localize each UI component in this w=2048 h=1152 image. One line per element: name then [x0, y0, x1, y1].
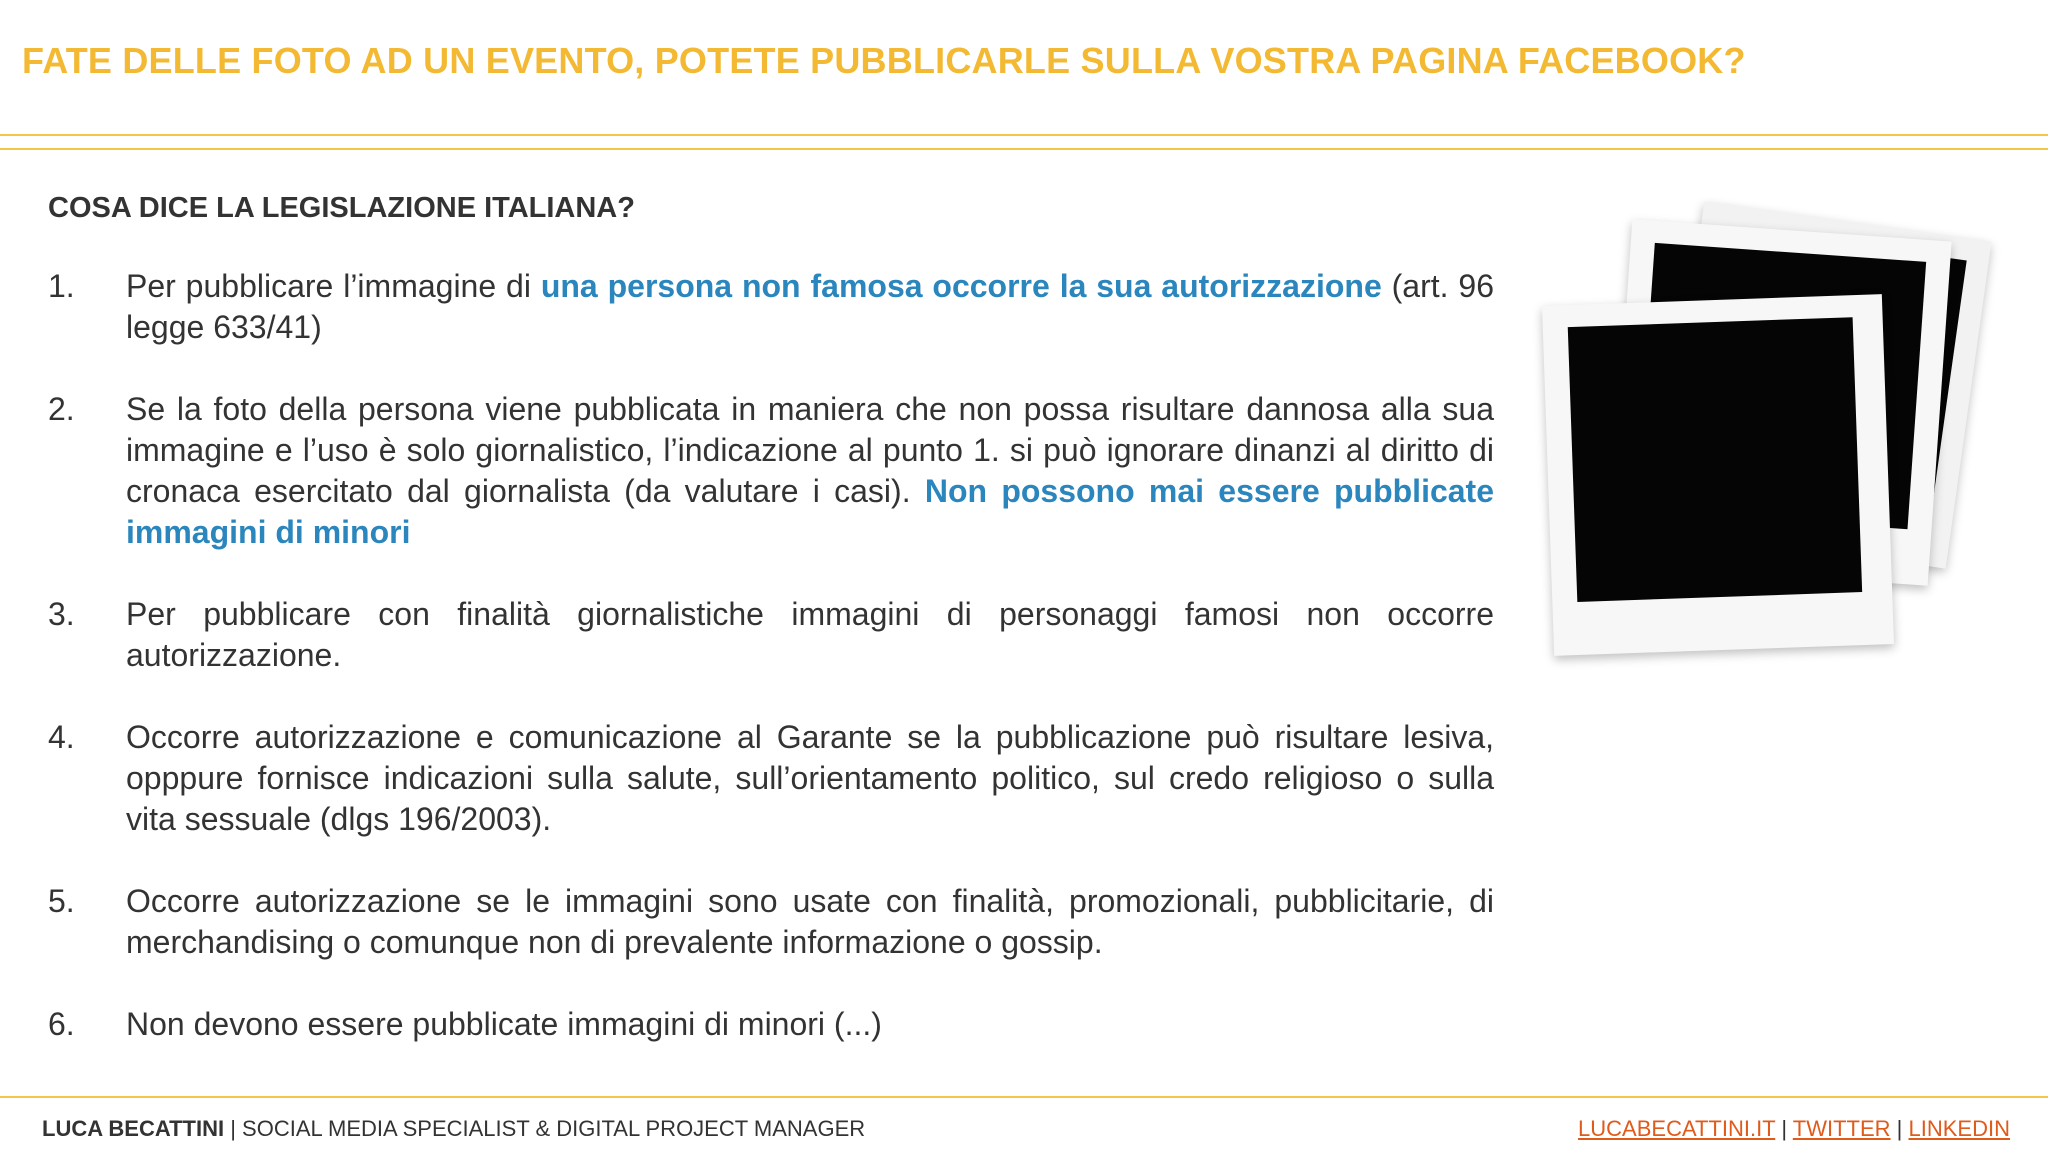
footer-separator: | [1775, 1116, 1793, 1141]
legislation-list [48, 266, 1494, 1086]
footer-links [1578, 1116, 2010, 1142]
list-item-number: 2. [48, 391, 75, 427]
footer-separator: | [1890, 1116, 1909, 1141]
polaroid-photo-front [1542, 294, 1894, 656]
list-item-text [126, 717, 1494, 840]
list-item-text [126, 881, 1494, 963]
list-item-text [126, 266, 1494, 348]
item-text-part: (art. 96 legge 633/41) [126, 268, 1495, 345]
list-item [48, 266, 1494, 348]
item-text-part: Non devono essere pubblicate immagini di minori (...) [126, 1006, 882, 1042]
slide-footer [0, 1096, 2048, 1152]
item-text-part: Per pubblicare l’immagine di [126, 268, 541, 304]
slide-title: FATE DELLE FOTO AD UN EVENTO, POTETE PUBBLICARLE SULLA VOSTRA PAGINA FACEBOOK? [22, 40, 1746, 81]
footer-author [42, 1116, 865, 1142]
item-highlight: Non possono mai essere pubblicate immagini di minori [126, 473, 1495, 550]
list-item-number: 6. [48, 1006, 75, 1042]
item-text-part: Per pubblicare con finalità giornalistiche immagini di personaggi famosi non occorre autorizzazione. [126, 596, 1494, 673]
item-highlight: una persona non famosa occorre la sua autorizzazione [540, 268, 1382, 304]
list-item [48, 717, 1494, 840]
photo-blank-image [1568, 317, 1862, 602]
list-item-number: 5. [48, 883, 75, 919]
list-item [48, 594, 1494, 676]
polaroid-photos-illustration [1530, 170, 2000, 690]
footer-separator: | [224, 1116, 243, 1141]
linkedin-link[interactable]: LINKEDIN [1908, 1116, 2010, 1141]
list-item [48, 389, 1494, 553]
author-role: SOCIAL MEDIA SPECIALIST & DIGITAL PROJECT MANAGER [242, 1116, 866, 1141]
section-subtitle: COSA DICE LA LEGISLAZIONE ITALIANA? [48, 192, 635, 224]
list-item [48, 1004, 1494, 1045]
twitter-link[interactable]: TWITTER [1792, 1116, 1891, 1141]
header-divider-bottom [0, 148, 2048, 150]
item-text-part: Se la foto della persona viene pubblicata in maniera che non possa risultare dannosa alla sua immagine e l’uso è solo giornalistico, l’indicazione al punto 1. si può ignorare dinanzi al diritto di cronaca esercitato dal giornalista (da valutare i casi). [126, 391, 1494, 509]
header-divider-top [0, 134, 2048, 136]
list-item-text [126, 1004, 1494, 1045]
list-item-number: 1. [48, 268, 75, 304]
list-item [48, 881, 1494, 963]
item-text-part: Occorre autorizzazione se le immagini sono usate con finalità, promozionali, pubblicitarie, di merchandising o comunque non di prevalente informazione o gossip. [126, 883, 1494, 960]
website-link[interactable]: LUCABECATTINI.IT [1578, 1116, 1776, 1141]
list-item-number: 4. [48, 719, 75, 755]
list-item-text [126, 594, 1494, 676]
author-name: LUCA BECATTINI [42, 1116, 225, 1141]
list-item-number: 3. [48, 596, 75, 632]
list-item-text [126, 389, 1494, 553]
item-text-part: Occorre autorizzazione e comunicazione al Garante se la pubblicazione può risultare lesiva, opppure fornisce indicazioni sulla salute, sull’orientamento politico, sul credo religioso o sulla vita sessuale (dlgs 196/2003). [126, 719, 1494, 837]
